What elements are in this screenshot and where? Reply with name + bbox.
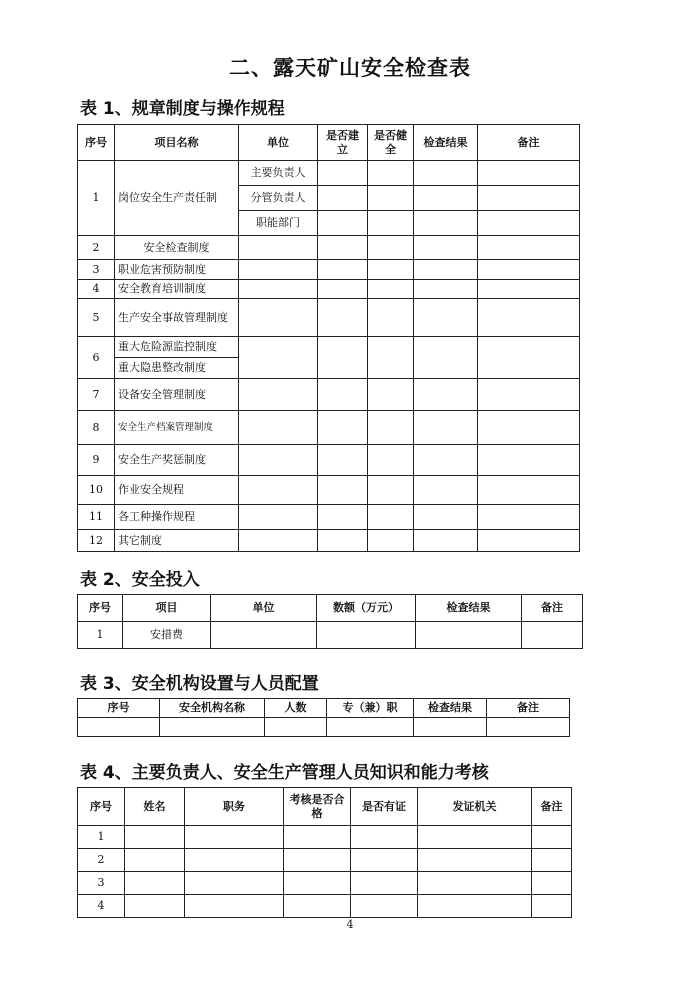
- t4-header-remark: 备注: [532, 788, 572, 826]
- row-name: 职业危害预防制度: [115, 260, 239, 280]
- cell[interactable]: [532, 849, 572, 872]
- page-number: 4: [346, 918, 354, 931]
- cell[interactable]: [284, 895, 351, 918]
- t4-header-issuer: 发证机关: [418, 788, 532, 826]
- t1-header-complete: 是否健全: [368, 125, 414, 161]
- t4-header-position: 职务: [185, 788, 284, 826]
- table-row: [78, 299, 580, 337]
- cell[interactable]: [185, 895, 284, 918]
- row-no: 9: [78, 445, 115, 476]
- row-no: 12: [78, 530, 115, 552]
- t2-header-remark: 备注: [522, 595, 583, 622]
- cell[interactable]: [284, 849, 351, 872]
- cell[interactable]: [318, 505, 368, 530]
- cell[interactable]: [478, 445, 580, 476]
- page-title: 二、露天矿山安全检查表: [229, 56, 471, 80]
- cell[interactable]: [414, 260, 478, 280]
- row-no: 2: [78, 849, 125, 872]
- row-name: 重大隐患整改制度: [115, 358, 239, 379]
- table2: [77, 594, 583, 649]
- cell[interactable]: [318, 299, 368, 337]
- cell[interactable]: [239, 236, 318, 260]
- cell[interactable]: [414, 476, 478, 505]
- cell[interactable]: [478, 186, 580, 211]
- row-no: 1: [78, 826, 125, 849]
- cell[interactable]: [239, 337, 318, 379]
- cell[interactable]: [478, 299, 580, 337]
- t1-header-established: 是否建立: [318, 125, 368, 161]
- cell[interactable]: [414, 211, 478, 236]
- row-name: 安全教育培训制度: [115, 280, 239, 299]
- table2-heading: 表 2、安全投入: [80, 570, 200, 590]
- cell[interactable]: [351, 849, 418, 872]
- table-row: [78, 236, 580, 260]
- cell[interactable]: [318, 186, 368, 211]
- row-no: 4: [78, 280, 115, 299]
- cell[interactable]: [368, 476, 414, 505]
- t2-header-no: 序号: [78, 595, 123, 622]
- table4-heading: 表 4、主要负责人、安全生产管理人员知识和能力考核: [80, 763, 489, 783]
- table-row: [78, 622, 583, 649]
- row-no: 3: [78, 872, 125, 895]
- t1-header-unit: 单位: [239, 125, 318, 161]
- t2-header-amount: 数额（万元）: [317, 595, 416, 622]
- t1-header-result: 检查结果: [414, 125, 478, 161]
- row-name: 设备安全管理制度: [115, 379, 239, 411]
- cell[interactable]: [478, 211, 580, 236]
- t3-header-type: 专（兼）职: [327, 699, 414, 718]
- cell[interactable]: [368, 161, 414, 186]
- cell[interactable]: [317, 622, 416, 649]
- t2-header-item: 项目: [123, 595, 211, 622]
- table3-header-row: [78, 699, 570, 718]
- cell[interactable]: [327, 718, 414, 737]
- cell[interactable]: [418, 849, 532, 872]
- row-name: 安全检查制度: [115, 236, 239, 260]
- row-name: 重大危险源监控制度: [115, 337, 239, 358]
- row-no: 2: [78, 236, 115, 260]
- row-no: 10: [78, 476, 115, 505]
- cell[interactable]: [78, 718, 160, 737]
- row-name: 安措费: [123, 622, 211, 649]
- row-no: 6: [78, 337, 115, 379]
- cell[interactable]: [318, 236, 368, 260]
- cell[interactable]: [125, 849, 185, 872]
- cell[interactable]: [318, 445, 368, 476]
- table-row: [78, 476, 580, 505]
- t1-header-no: 序号: [78, 125, 115, 161]
- row-name: 各工种操作规程: [115, 505, 239, 530]
- cell[interactable]: [368, 379, 414, 411]
- cell[interactable]: [532, 895, 572, 918]
- cell[interactable]: [414, 505, 478, 530]
- cell[interactable]: [532, 872, 572, 895]
- cell[interactable]: [318, 476, 368, 505]
- row-unit: 主要负责人: [239, 161, 318, 186]
- cell[interactable]: [478, 161, 580, 186]
- cell[interactable]: [478, 260, 580, 280]
- cell[interactable]: [368, 299, 414, 337]
- cell[interactable]: [414, 337, 478, 379]
- cell[interactable]: [478, 530, 580, 552]
- cell[interactable]: [478, 379, 580, 411]
- row-no: 3: [78, 260, 115, 280]
- row-no: 1: [78, 622, 123, 649]
- cell[interactable]: [414, 379, 478, 411]
- cell[interactable]: [284, 826, 351, 849]
- cell[interactable]: [368, 445, 414, 476]
- t2-header-unit: 单位: [211, 595, 317, 622]
- cell[interactable]: [414, 186, 478, 211]
- cell[interactable]: [351, 872, 418, 895]
- table1: [77, 124, 580, 552]
- cell[interactable]: [318, 161, 368, 186]
- table2-header-row: [78, 595, 583, 622]
- cell[interactable]: [318, 260, 368, 280]
- t1-header-name: 项目名称: [115, 125, 239, 161]
- cell[interactable]: [368, 236, 414, 260]
- cell[interactable]: [265, 718, 327, 737]
- cell[interactable]: [478, 337, 580, 379]
- row-no: 8: [78, 411, 115, 445]
- cell[interactable]: [532, 826, 572, 849]
- cell[interactable]: [318, 280, 368, 299]
- row-name: 生产安全事故管理制度: [115, 299, 239, 337]
- table4: [77, 787, 572, 918]
- cell[interactable]: [478, 476, 580, 505]
- cell[interactable]: [351, 826, 418, 849]
- row-no: 5: [78, 299, 115, 337]
- cell[interactable]: [368, 530, 414, 552]
- cell[interactable]: [414, 445, 478, 476]
- cell[interactable]: [368, 505, 414, 530]
- cell[interactable]: [418, 895, 532, 918]
- cell[interactable]: [239, 505, 318, 530]
- t3-header-no: 序号: [78, 699, 160, 718]
- cell[interactable]: [185, 826, 284, 849]
- t4-header-passed: 考核是否合格: [284, 788, 351, 826]
- cell[interactable]: [239, 379, 318, 411]
- cell[interactable]: [239, 299, 318, 337]
- cell[interactable]: [211, 622, 317, 649]
- table-row: [78, 260, 580, 280]
- cell[interactable]: [318, 211, 368, 236]
- cell[interactable]: [125, 872, 185, 895]
- cell[interactable]: [368, 411, 414, 445]
- cell[interactable]: [522, 622, 583, 649]
- row-name: 其它制度: [115, 530, 239, 552]
- t4-header-no: 序号: [78, 788, 125, 826]
- cell[interactable]: [160, 718, 265, 737]
- cell[interactable]: [318, 379, 368, 411]
- table-row: [78, 895, 572, 918]
- table-row: [78, 280, 580, 299]
- cell[interactable]: [284, 872, 351, 895]
- t4-header-certified: 是否有证: [351, 788, 418, 826]
- cell[interactable]: [414, 280, 478, 299]
- table-row: [78, 161, 580, 186]
- table-row: [78, 505, 580, 530]
- cell[interactable]: [414, 411, 478, 445]
- cell[interactable]: [414, 530, 478, 552]
- t1-header-remark: 备注: [478, 125, 580, 161]
- table3-heading: 表 3、安全机构设置与人员配置: [80, 674, 319, 694]
- cell[interactable]: [239, 260, 318, 280]
- table-row: [78, 826, 572, 849]
- t2-header-result: 检查结果: [416, 595, 522, 622]
- table-row: [78, 411, 580, 445]
- table1-header-row: [78, 125, 580, 161]
- row-no: 7: [78, 379, 115, 411]
- cell[interactable]: [478, 236, 580, 260]
- cell[interactable]: [478, 280, 580, 299]
- cell[interactable]: [318, 411, 368, 445]
- cell[interactable]: [414, 236, 478, 260]
- row-name: 作业安全规程: [115, 476, 239, 505]
- table-row: [78, 530, 580, 552]
- cell[interactable]: [368, 337, 414, 379]
- row-name: 安全生产奖惩制度: [115, 445, 239, 476]
- cell[interactable]: [239, 411, 318, 445]
- row-no: 4: [78, 895, 125, 918]
- table-row: [78, 718, 570, 737]
- cell[interactable]: [368, 211, 414, 236]
- table4-header-row: [78, 788, 572, 826]
- cell[interactable]: [414, 161, 478, 186]
- cell[interactable]: [239, 445, 318, 476]
- cell[interactable]: [239, 476, 318, 505]
- cell[interactable]: [418, 872, 532, 895]
- table-row: [78, 337, 580, 358]
- table-row: [78, 872, 572, 895]
- cell[interactable]: [239, 280, 318, 299]
- t4-header-name: 姓名: [125, 788, 185, 826]
- cell[interactable]: [368, 186, 414, 211]
- cell[interactable]: [368, 260, 414, 280]
- cell[interactable]: [368, 280, 414, 299]
- t3-header-org: 安全机构名称: [160, 699, 265, 718]
- row-name: 岗位安全生产责任制: [115, 161, 239, 236]
- table-row: [78, 445, 580, 476]
- cell[interactable]: [318, 337, 368, 379]
- row-no: 11: [78, 505, 115, 530]
- cell[interactable]: [418, 826, 532, 849]
- cell[interactable]: [351, 895, 418, 918]
- cell[interactable]: [185, 849, 284, 872]
- cell[interactable]: [125, 895, 185, 918]
- row-name: 安全生产档案管理制度: [115, 411, 239, 445]
- table-row: [78, 379, 580, 411]
- table1-heading: 表 1、规章制度与操作规程: [80, 99, 285, 119]
- cell[interactable]: [478, 505, 580, 530]
- table3: [77, 698, 570, 737]
- cell[interactable]: [478, 411, 580, 445]
- cell[interactable]: [414, 718, 487, 737]
- cell[interactable]: [318, 530, 368, 552]
- cell[interactable]: [185, 872, 284, 895]
- row-unit: 职能部门: [239, 211, 318, 236]
- cell[interactable]: [487, 718, 570, 737]
- t3-header-count: 人数: [265, 699, 327, 718]
- cell[interactable]: [414, 299, 478, 337]
- t3-header-remark: 备注: [487, 699, 570, 718]
- cell[interactable]: [239, 530, 318, 552]
- cell[interactable]: [125, 826, 185, 849]
- cell[interactable]: [416, 622, 522, 649]
- row-no: 1: [78, 161, 115, 236]
- t3-header-result: 检查结果: [414, 699, 487, 718]
- row-unit: 分管负责人: [239, 186, 318, 211]
- table-row: [78, 849, 572, 872]
